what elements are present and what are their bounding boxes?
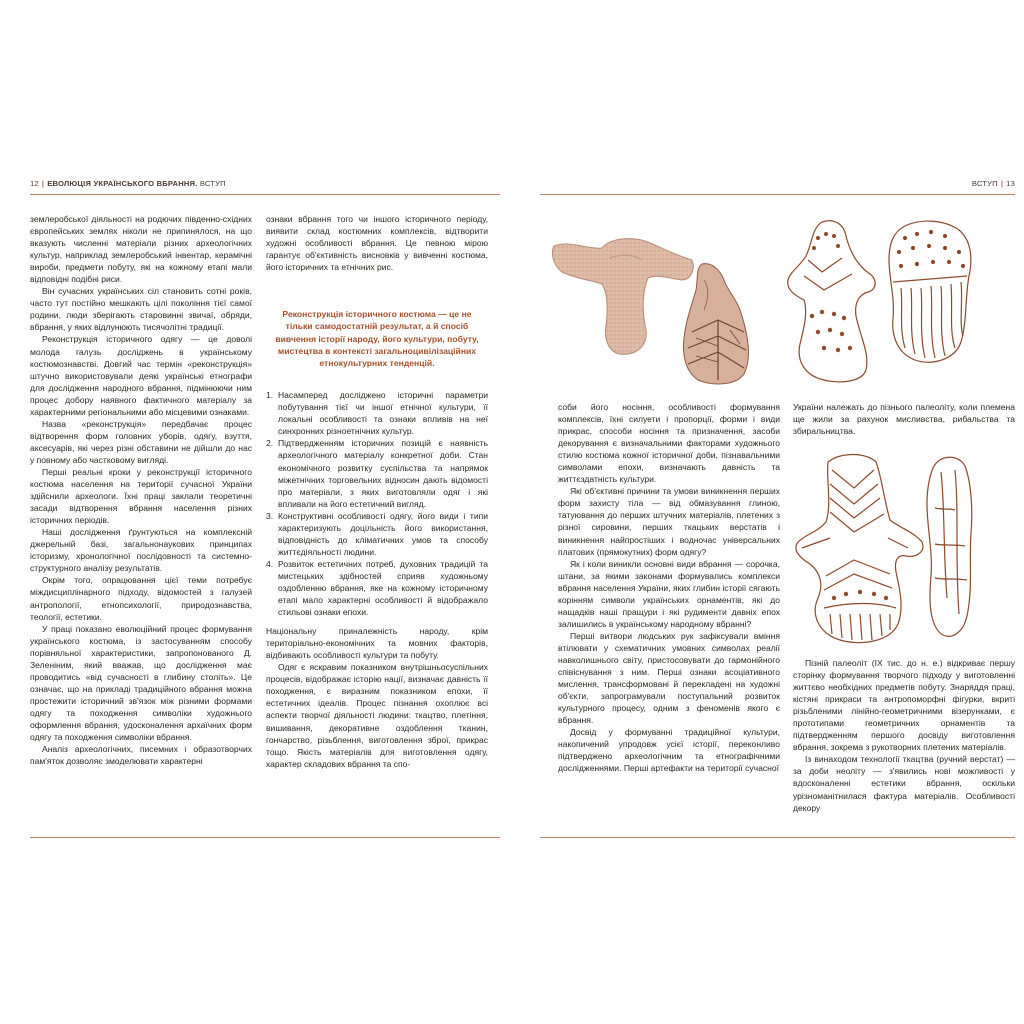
list-text: Підтвердженням історичних позицій є наявність археологічного матеріалу конкретної доби. Стан економічного розвитку суспільства та напрямок міжетнічних торговельних відносин дають відомості про матеріали, з яких виготовляли одяг і які впливали на його естетичний вигляд.	[278, 438, 488, 509]
list-number: 4.	[266, 558, 274, 569]
paragraph: Перші реальні кроки у реконструкції історичного костюма населення на території сучасної України здійснили археологи. Їхні праці заклали теоретичні засади відтворення вбрання населення різних історичних періодів.	[30, 466, 252, 526]
pull-quote: Реконструкція історичного костюма — це не тільки самодостатній результат, а й спосіб вивчення історії народу, його культури, побуту, мистецтва в контексті загальноцивілізаційних етнокультурних тенденцій.	[275, 309, 479, 369]
right-column-2-top	[793, 401, 1015, 437]
left-page-number: 12	[30, 179, 39, 188]
right-column-2-bottom	[793, 657, 1015, 814]
paragraph: Одяг є яскравим показником внутрішньосуспільних процесів, відображає історію нації, визначає давність її походження, є виразним показником епохи, її естетичних ідеалів. Процес пізнання охоплює всі аспекти творчої діяльності людини: ткацтво, плетіння, вишивання, декоративне оздоблення тканин, гончарство, різьблення, виготовлення зброї, прикрас тощо. Якість матеріалів для виготовлення одягу, характер складових вбрання та спо-	[266, 662, 488, 769]
paragraph: Національну приналежність народу, крім територіально-економічних та мовних факторів, відбивають особливості культури та побуту.	[266, 626, 488, 661]
paragraph: Як і коли виникли основні види вбрання — сорочка, штани, за якими законами формувались комплекси вбрання населення України, яких глибин історії сягають корінням символи українських орнаментів, які до нащадків наші пращури і які рудименти давніх епох залишились в українському народному вбранні?	[558, 558, 780, 629]
list-text: Насамперед досліджено історичні параметри побутування тієї чи іншої етнічної культури, її локальні особливості та ознаки впливів на неї синхронних різноетнічних культур.	[278, 390, 488, 437]
list-item	[266, 389, 488, 437]
left-column-2	[266, 213, 488, 770]
paragraph: У праці показано еволюційний процес формування українського костюма, із застосуванням способу порівняльної характеристики, запропонованого Д. Зеленіним, який вважав, що дослідження має проводитись «від сучасності в глибину століть». Це означає, що на прикладі традиційного вбрання можна простежити історичний зв'язок між різними формами одягу та походження символіки художнього оформлення вбрання, удосконалення архаїчних форм одягу та походження символіки вбрання.	[30, 623, 252, 743]
ornamented-figurine-sketch-icon	[778, 216, 888, 386]
header-rule	[30, 194, 500, 195]
paragraph: Реконструкція історичного одягу — це доволі молода галузь досліджень в українському костюмознавстві. Довгий час термін «реконструкція» штучно використовували деякі українські етнографи для дослідження народного вбрання, підмінюючи ним процес добору наявного фактичного матеріалу за характерними регіональними або місцевими ознаками.	[30, 334, 252, 417]
paragraph: Які об'єктивні причини та умови виникнення перших форм захисту тіла — від обмазування глиною, татуювання до перших штучних матеріалів, плетених з різної сировини, перших ткацьких верстатів і виникнення найпростіших і водночас універсальних платових (прямокутних) форм одягу?	[558, 486, 780, 557]
paragraph: України належать до пізнього палеоліту, коли племена ще жили за рахунок мисливства, рибальства та збиральництва.	[793, 402, 1015, 437]
paragraph: Аналіз археологічних, писемних і образотворчих пам'яток дозволяє змоделювати характерні	[30, 744, 252, 767]
numbered-list	[266, 389, 488, 618]
header-rule	[540, 194, 1015, 195]
footer-rule	[540, 837, 1015, 839]
list-number: 3.	[266, 510, 274, 521]
paragraph: Наші дослідження ґрунтуються на комплексній джерельній базі, загальнонаукових принципах історизму, хронологічної послідовності та системно-структурного аналізу результатів.	[30, 527, 252, 574]
book-title: ЕВОЛЮЦІЯ УКРАЇНСЬКОГО ВБРАННЯ.	[47, 179, 198, 188]
paragraph: Окрім того, опрацювання цієї теми потребує міждисциплінарного підходу, відомостей з галузей антропології, етнопсихології, природознавства, теології, естетики.	[30, 575, 252, 622]
paragraph: ознаки вбрання того чи іншого історичного періоду, виявити склад костюмних комплексів, відтворити художні особливості вбрання. Це певною мірою гарантує об'єктивність висновків у вивченні костюма, його історичних та етнічних рис.	[266, 214, 488, 273]
left-column-1	[30, 213, 252, 767]
right-column-1	[558, 401, 780, 774]
paragraph: Досвід у формуванні традиційної культури, накопичений упродовж усієї історії, переконливо підтверджено археологічним та етнографічними дослідженнями. Перші артефакти на території сучасної	[558, 727, 780, 774]
right-page	[540, 176, 1015, 838]
paragraph: Перші витвори людських рук зафіксували вміння втілювати у схематичних умовних символах реалії навколишнього світу, пристосовувати до гармонійного співіснування з ним. Перші ознаки асоціативного мислення, трансформовані й перекладені на художні об'єкти, запрограмували поступальний розвиток культурного процесу, одним з феноменів якого є вбрання.	[558, 630, 780, 726]
left-section-name: ВСТУП	[199, 179, 226, 188]
list-number: 2.	[266, 438, 274, 449]
paragraph: Пізній палеоліт (IX тис. до н. е.) відкриває першу сторінку формування творчого підходу у виготовленні життєво необхідних предметів побуту. Знаряддя праці, кістяні прикраси та антропоморфні фігурки, вкриті різьбленими лінійно-геометричними візерунками, є прототипами геометричних орнаментів та підтвердженням першого досвіду виготовлення вбрання, зокрема з рукотворних плетених матеріалів.	[793, 658, 1015, 753]
footer-rule	[30, 837, 500, 839]
carved-stone-artifact-icon	[678, 260, 756, 388]
list-item	[266, 558, 488, 618]
list-number: 1.	[266, 390, 274, 401]
left-page	[30, 176, 500, 838]
paragraph: соби його носіння, особливості формування комплексів, їхні силуети і пропорції, форми і види прикрас, способи носіння та призначення, засоби декорування є визначальними факторами художнього стилю костюма кожної історичної доби, пізнавальними символами епохи, визначають давність та життєздатність культури.	[558, 402, 780, 485]
ornamented-bone-figure-sketch-icon	[790, 448, 935, 648]
list-item	[266, 437, 488, 509]
list-text: Розвиток естетичних потреб, духовних традицій та мистецьких здібностей сприяв художньому оздобленню вбрання, яке на кожному історичному етапі мало характерні особливості й відображало стильові ознаки епохи.	[278, 558, 488, 618]
paragraph: Він сучасних українських сіл становить сотні років, часто тут постійно мешкають цілі покоління тієї самої родини, люди зберігають старовинні звичаї, обряди, вбрання, у яких відлунюють тисячолітні традиції.	[30, 286, 252, 333]
ornamented-figurine-sketch-back-icon	[875, 218, 983, 368]
list-item	[266, 510, 488, 558]
paragraph: землеробської діяльності на родючих південно-східних європейських землях ніколи не припинялося, на що вказують численні матеріали різних археологічних культур, наприклад землеробський інвентар, керамічні вироби, предмети побуту, які на кожному етапі мали відповідні подібні риси.	[30, 214, 252, 285]
right-page-number: 13	[1006, 179, 1015, 188]
left-running-header: 12 | ЕВОЛЮЦІЯ УКРАЇНСЬКОГО ВБРАННЯ. ВСТУП	[30, 179, 226, 188]
paragraph: Із винаходом технології ткацтва (ручний верстат) — за доби неоліту — з'явились нові можливості у вдосконаленні естетики вбрання, оскільки урізноманітнилася фактура матеріалів. Особливості декору	[793, 754, 1015, 813]
paragraph: Назва «реконструкція» передбачає процес відтворення форм головних уборів, одягу, взуття, аксесуарів, які через різні обставини не дійшли до нас у повному або частковому вигляді.	[30, 418, 252, 465]
right-section-name: ВСТУП	[971, 179, 998, 188]
bone-figure-profile-sketch-icon	[915, 448, 983, 648]
list-text: Конструктивні особливості одягу, його види і типи характеризують доцільність його використання, відповідність до кліматичних умов та способу життєдіяльності людини.	[278, 510, 488, 557]
right-running-header: ВСТУП | 13	[971, 179, 1015, 188]
